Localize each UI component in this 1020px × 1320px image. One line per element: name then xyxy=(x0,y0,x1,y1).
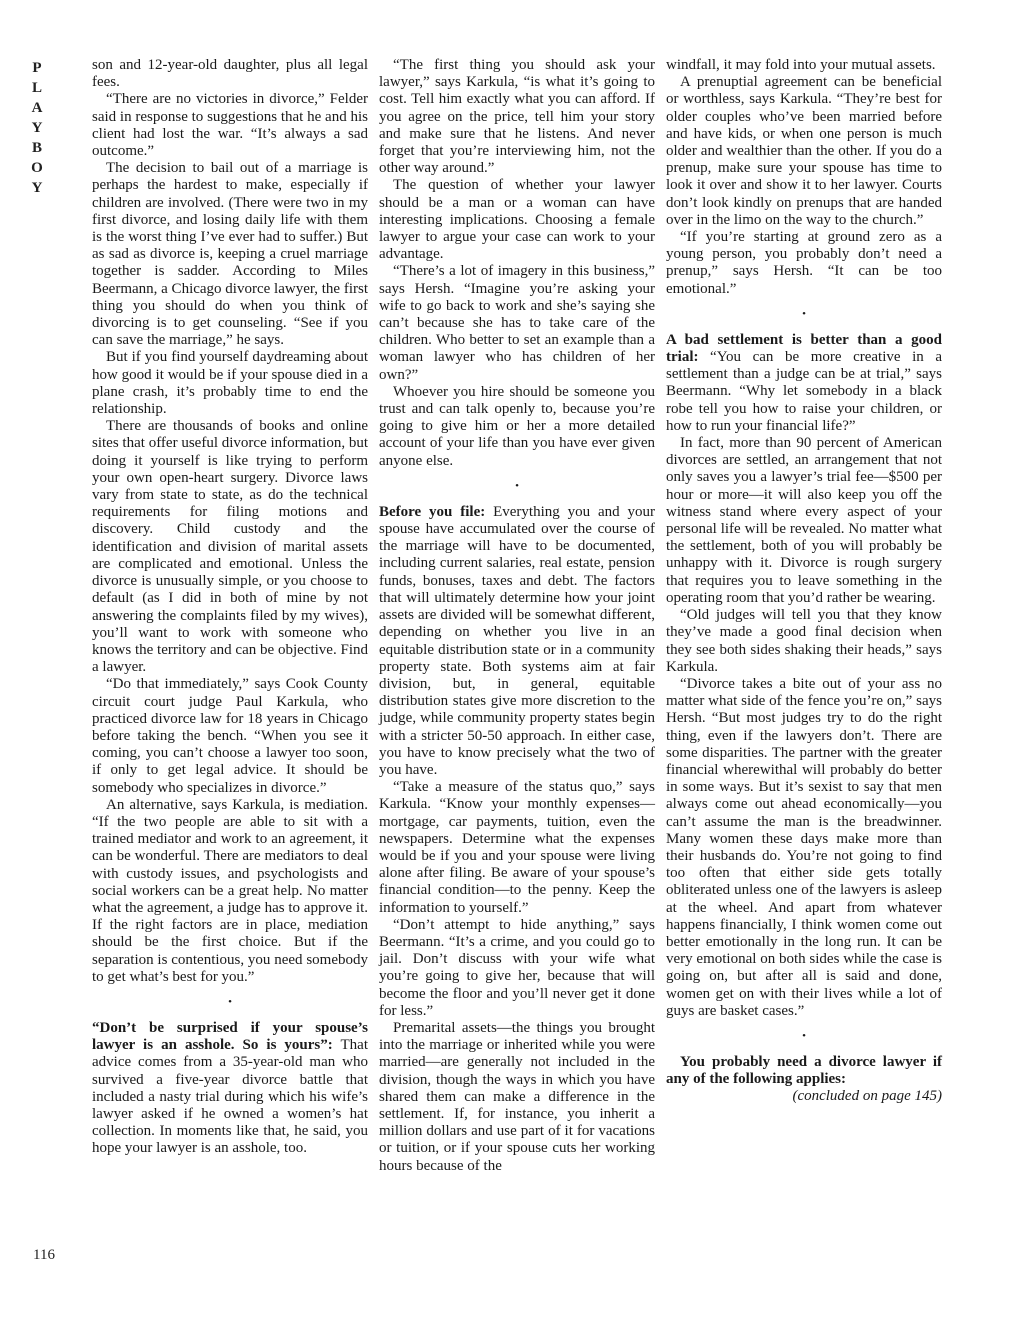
paragraph xyxy=(666,74,942,229)
paragraph xyxy=(379,57,655,177)
paragraph-text: The decision to bail out of a marriage is perhaps the hardest to make, especially if children are involved. (There were two in my first divorce, and losing daily life with them is the worst thing I’ve ever had to suffer.) But as sad as divorce is, keeping a cruel marriage together is sadder. According to Miles Beermann, a Chicago divorce lawyer, the first thing you should do when you think of divorcing is to get counseling. “See if you can save the marriage,” he says. xyxy=(92,160,368,349)
section-bullet: • xyxy=(802,1029,806,1042)
sidebar-letter: O xyxy=(31,160,43,176)
paragraph xyxy=(379,779,655,917)
paragraph-text: A prenuptial agreement can be beneficial or worthless, says Karkula. “They’re best for older couples who’ve been married before and have kids, or when one person is much older and wealthier than the other. If you do a prenup, make sure your spouse has time to look it over and show it to her lawyer. Courts don’t look kindly on prenups that are handed over in the limo on the way to the church.” xyxy=(666,74,942,228)
paragraph xyxy=(379,384,655,470)
paragraph xyxy=(379,1020,655,1175)
sidebar-letter: B xyxy=(31,140,42,156)
paragraph-text: There are thousands of books and online sites that offer useful divorce information, but doing it yourself is like trying to perform your own open-heart surgery. Divorce laws vary from state to state, as do the technical requirements for filing motions and discovery. Child custody and the identification and division of marital assets are complicated and emotional. Unless the divorce is unusually simple, or you choose to default (as I did in both of mine by not answering the complaints filed by my wives), you’ll want to work with someone who knows the territory and can be objective. Find a lawyer. xyxy=(92,418,368,676)
paragraph-text: windfall, it may fold into your mutual assets. xyxy=(666,57,936,73)
sidebar-letter: P xyxy=(32,60,42,76)
paragraph-text: That advice comes from a 35-year-old man who survived a five-year divorce battle that included a nasty trial during which his wife’s lawyer asked if he owned a women’s hat collection. In moments like that, he said, you hope your lawyer is an asshole, too. xyxy=(92,1037,368,1157)
paragraph-text: “Divorce takes a bite out of your ass no matter what side of the fence you’re on,” says Hersh. “But most judges try to do the right thing, even if the lawyers don’t. There are some disparities. The partner with the greater financial wherewithal will probably do better in some ways. But it’s sexist to say that men always come out ahead economically—you can’t assume the man is the breadwinner. Many women these days make more than their husbands do. You’re not going to find too often that either side gets totally obliterated unless one of the lawyers is asleep at the wheel. And apart from whatever happens financially, I think women come out better emotionally in the long run. It can be very emotional on both sides while the case is going on, but after all is said and done, women get on with their lives while a lot of guys are basket cases.” xyxy=(666,675,942,1019)
paragraph xyxy=(92,91,368,160)
sidebar-letter: Y xyxy=(31,180,43,196)
paragraph-text: “If you’re starting at ground zero as a young person, you probably don’t need a prenup,” says Hersh. “It can be too emotional.” xyxy=(666,229,942,297)
sidebar-letter: Y xyxy=(31,120,43,136)
paragraph-text: “You can be more creative in a settlement than a judge can be at trial,” says Beermann. “Why let somebody in a black robe tell you how to raise your children, or how to run your financial life?” xyxy=(666,349,942,434)
paragraph-text: “Take a measure of the status quo,” says Karkula. “Know your monthly expenses—mortgage, car payments, tuition, even the newspapers. Determine what the expenses would be if you and your spouse were living alone after filing. Be aware of your spouse’s financial condition—to the penny. Keep the information to yourself.” xyxy=(379,779,655,916)
paragraph-text: “The first thing you should ask your lawyer,” says Karkula, “is what it’s going to cost. Tell him exactly what you can afford. If you agree on the price, tell him your story and make sure that he listens. And never forget that you’re interviewing him, not the other way around.” xyxy=(379,57,655,177)
paragraph xyxy=(92,1020,368,1158)
paragraph xyxy=(379,917,655,1020)
magazine-sidebar-title xyxy=(26,58,48,198)
paragraph xyxy=(379,263,655,383)
article-column-2 xyxy=(379,57,655,1175)
continued-note: (concluded on page 145) xyxy=(792,1088,942,1105)
section-bullet: • xyxy=(802,307,806,320)
section-bullet: • xyxy=(515,479,519,492)
paragraph-text: “There’s a lot of imagery in this business,” says Hersh. “Imagine you’re asking your wife to go back to work and she’s saying she can’t because she has to take care of the children. Who better to set an example than a woman lawyer who has children of her own?” xyxy=(379,263,655,383)
section-heading: “Don’t be surprised if your spouse’s lawyer is an asshole. So is yours”: xyxy=(92,1019,368,1054)
paragraph xyxy=(92,797,368,986)
page-number: 116 xyxy=(33,1247,55,1263)
paragraph xyxy=(666,607,942,676)
paragraph xyxy=(92,676,368,796)
paragraph-text: But if you find yourself daydreaming about how good it would be if your spouse died in a plane crash, it’s probably time to end the relationship. xyxy=(92,349,368,418)
paragraph xyxy=(666,57,942,74)
paragraph-text: The question of whether your lawyer should be a man or a woman can have interesting implications. Choosing a female lawyer to argue your case can work to your advantage. xyxy=(379,177,655,263)
paragraph xyxy=(379,504,655,779)
paragraph-text: Whoever you hire should be someone you trust and can talk openly to, because you’re going to give him or her a more detailed account of your life than you have ever given anyone else. xyxy=(379,383,655,469)
paragraph xyxy=(92,57,368,91)
paragraph-text: “Do that immediately,” says Cook County circuit court judge Paul Karkula, who practiced divorce law for 18 years in Chicago before taking the bench. “When you see it coming, you can’t choose a lawyer too soon, if only to get legal advice. It should be somebody who specializes in divorce.” xyxy=(92,676,368,796)
paragraph-text: “There are no victories in divorce,” Felder said in response to suggestions that he and his client had lost the war. “It’s always a sad outcome.” xyxy=(92,91,368,160)
section-heading: Before you file: xyxy=(379,503,486,520)
sidebar-letter: L xyxy=(31,80,42,96)
section-bullet: • xyxy=(228,995,232,1008)
paragraph xyxy=(92,349,368,418)
paragraph xyxy=(666,332,942,435)
paragraph xyxy=(666,435,942,607)
paragraph-text: Everything you and your spouse have accumulated over the course of the marriage will have to be documented, including current salaries, real estate, pension funds, bonuses, taxes and debt. The factors that will ultimately determine how your joint assets are divided will be somewhat different, depending on whether you live in an equitable distribution state or in a community property state. Both systems aim at fair division, but, in general, equitable distribution states give more discretion to the judge, while community property states begin with a stricter 50-50 approach. In either case, you have to know precisely what the two of you have. xyxy=(379,503,655,778)
sidebar-letter: A xyxy=(31,100,43,116)
paragraph xyxy=(92,160,368,349)
paragraph-text: “Old judges will tell you that they know they’ve made a good final decision when they see both sides shaking their heads,” says Karkula. xyxy=(666,607,942,675)
section-heading: You probably need a divorce lawyer if any of the following applies: xyxy=(666,1053,942,1088)
article-column-3 xyxy=(666,57,942,1106)
paragraph xyxy=(92,418,368,676)
paragraph xyxy=(666,676,942,1020)
section-heading: A bad settlement is better than a good trial: xyxy=(666,331,942,366)
paragraph-text: “Don’t attempt to hide anything,” says Beermann. “It’s a crime, and you could go to jail. Don’t discuss with your wife what you’re going to give her, because that will become the floor and you’ll never get it done for less.” xyxy=(379,916,655,1019)
paragraph xyxy=(379,177,655,263)
paragraph-text: An alternative, says Karkula, is mediation. “If the two people are able to sit with a trained mediator and work to an agreement, it can be wonderful. There are mediators to deal with custody issues, and psychologists and social workers can be a great help. No matter what the agreement, a judge has to approve it. If the right factors are in place, mediation should be the first choice. But if the separation is contentious, you need somebody to get what’s best for you.” xyxy=(92,796,368,985)
paragraph xyxy=(666,1054,942,1088)
paragraph xyxy=(666,229,942,298)
article-column-1 xyxy=(92,57,368,1158)
paragraph-text: son and 12-year-old daughter, plus all legal fees. xyxy=(92,57,368,91)
paragraph-text: In fact, more than 90 percent of American divorces are settled, an arrangement that not only saves you a lawyer’s trial fee—$500 per hour or more—it will also keep you off the witness stand where every aspect of your personal life will be revealed. No matter what the settlement, both of you will probably be unhappy with it. Divorce is rough surgery that requires you to leave something in the operating room that you’d rather be wearing. xyxy=(666,435,942,606)
paragraph-text: Premarital assets—the things you brought into the marriage or inherited while you were married—are generally not included in the division, though the ways in which you have shared them can make a difference in the settlement. If, for instance, you inherit a million dollars and use part of it for vacations or tuition, or if your spouse cuts her working hours because of the xyxy=(379,1019,655,1174)
